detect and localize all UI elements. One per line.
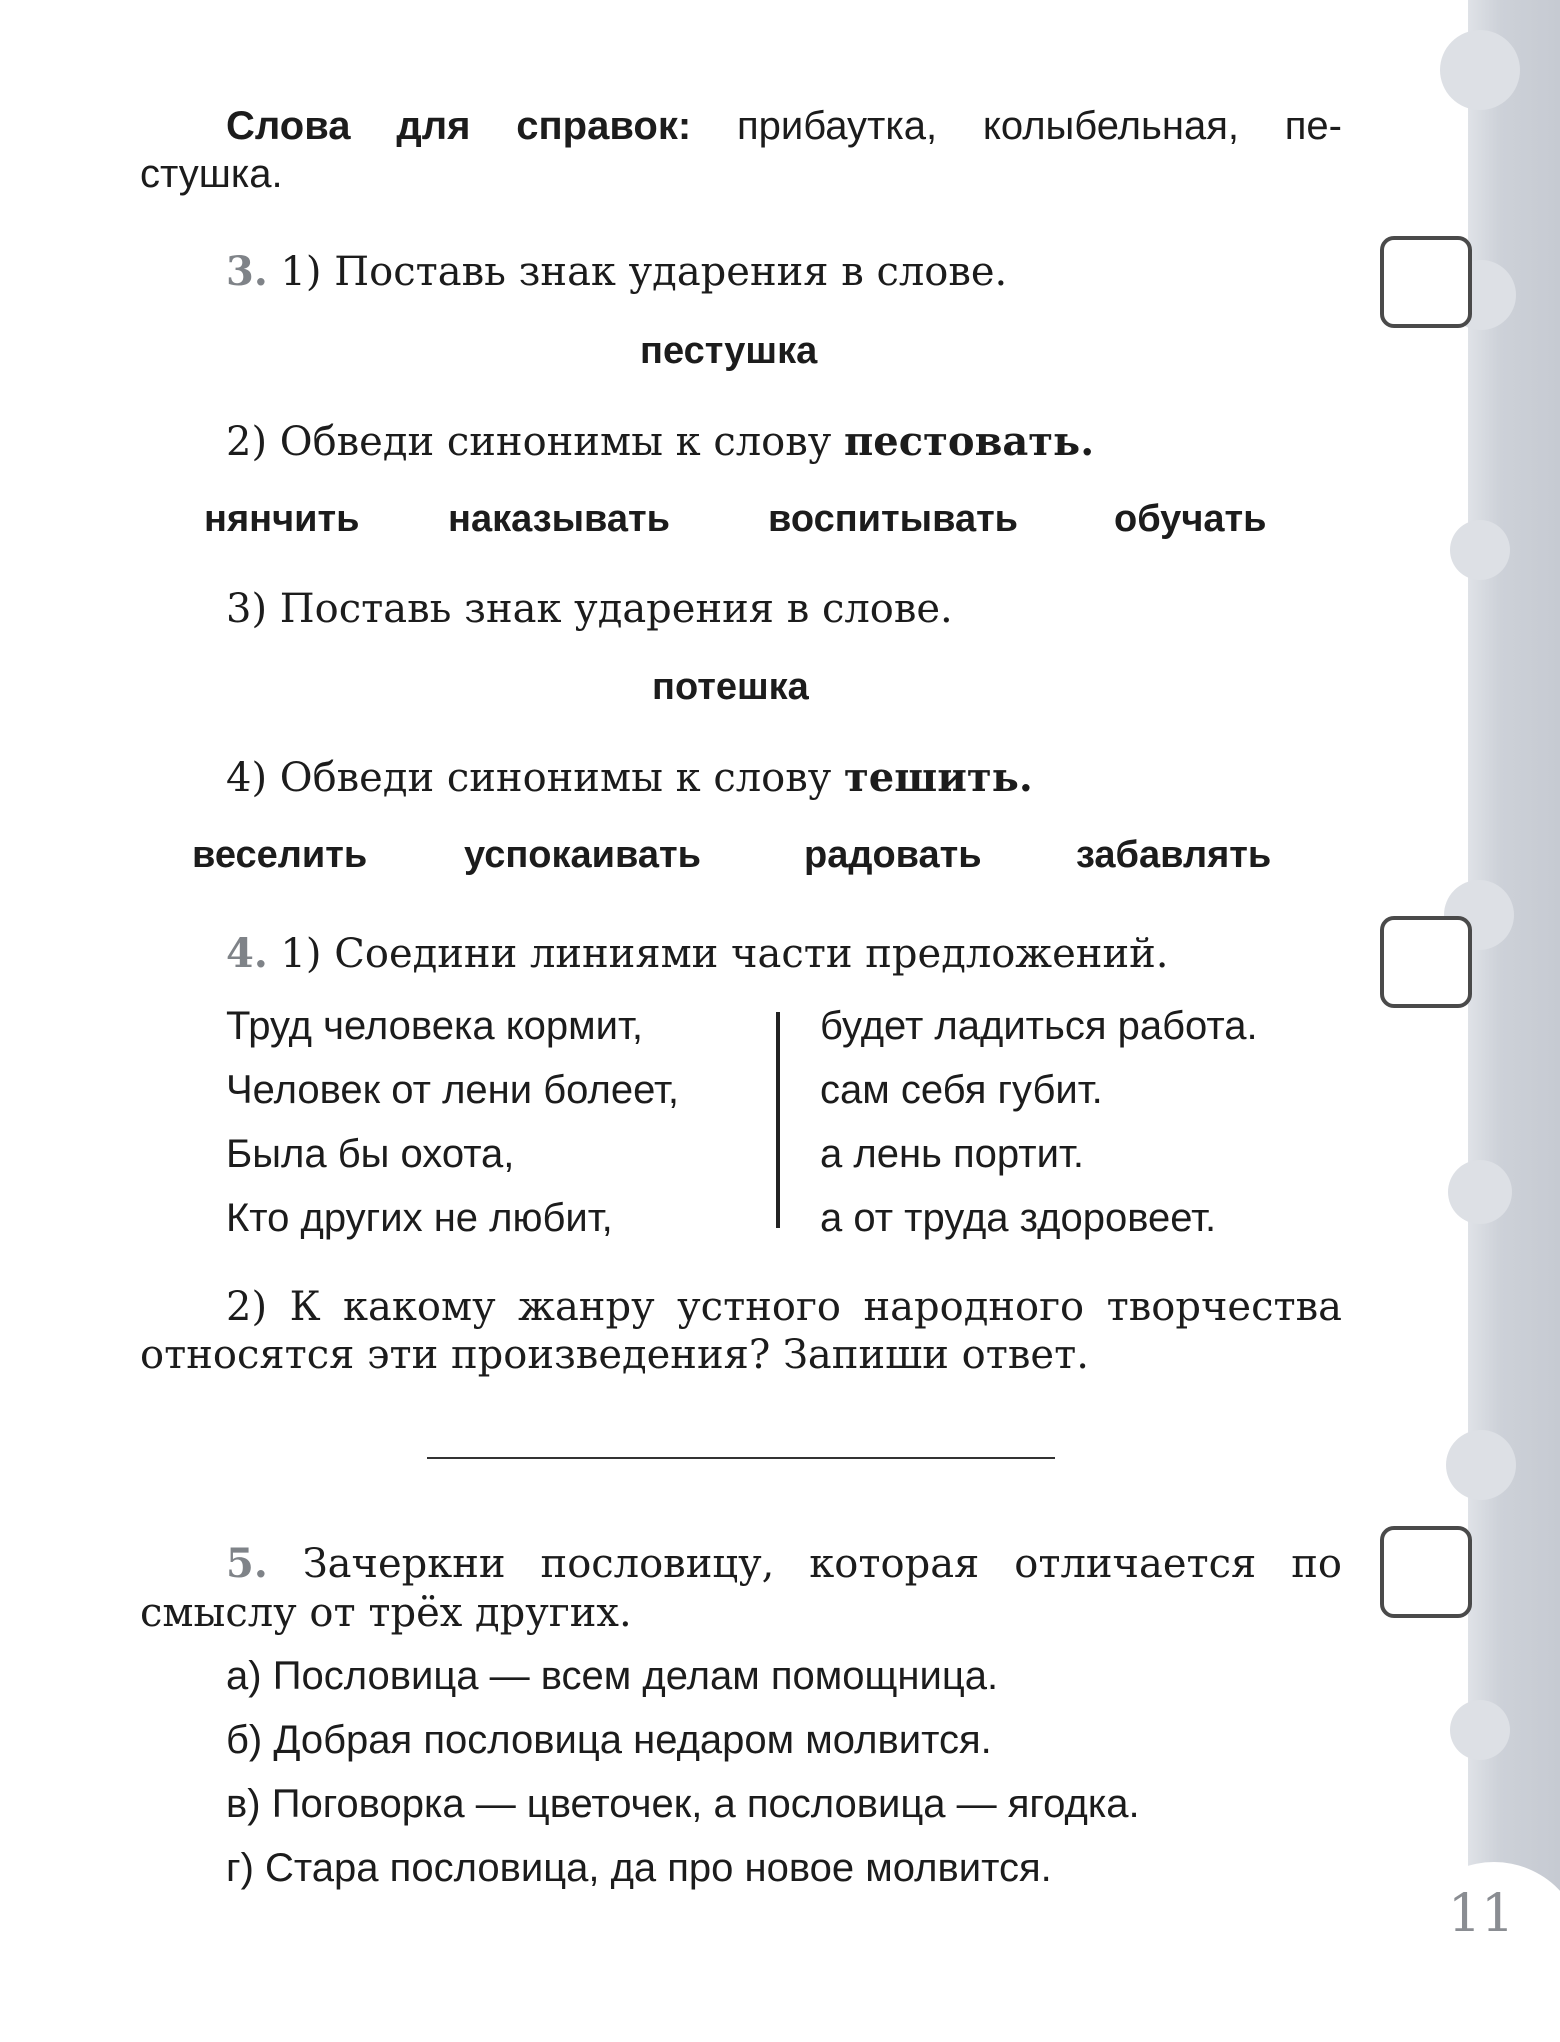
task3-q2-text: 2) Обведи синонимы к слову	[226, 419, 832, 465]
proverb-b[interactable]	[226, 1718, 992, 1763]
score-box-task-3[interactable]	[1380, 236, 1472, 328]
task3-question-4	[226, 754, 1033, 801]
band-bubble	[1450, 1700, 1510, 1760]
right-part-1[interactable]: будет ладиться работа.	[820, 1004, 1258, 1048]
task3-question-3: 3) Поставь знак ударения в слове.	[226, 586, 953, 632]
task4-question-1	[226, 930, 1168, 977]
option-zabavlyat[interactable]: забавлять	[1076, 834, 1272, 876]
option-nakazyvat[interactable]: наказывать	[448, 498, 671, 540]
band-bubble	[1446, 1430, 1516, 1500]
left-part-1[interactable]: Труд человека кормит,	[226, 1004, 643, 1048]
task3-q4-word: тешить.	[844, 754, 1033, 801]
left-part-2[interactable]: Человек от лени болеет,	[226, 1068, 679, 1112]
task3-word-poteshka[interactable]: потешка	[652, 666, 809, 708]
task4-question-2-line-2: относятся эти произведения? Запиши ответ.	[140, 1332, 1089, 1378]
task5-question-line-2: смыслу от трёх других.	[140, 1590, 632, 1636]
reference-line-1	[226, 104, 1342, 149]
band-bubble	[1448, 1160, 1512, 1224]
task3-number: 3.	[226, 248, 268, 295]
reference-line-2: стушка.	[140, 152, 283, 196]
right-part-4[interactable]: а от труда здоровеет.	[820, 1196, 1217, 1240]
reference-label: Слова для справок:	[226, 104, 692, 148]
score-box-task-4[interactable]	[1380, 916, 1472, 1008]
proverb-letter: г)	[226, 1846, 254, 1890]
task5-line1-text: Зачеркни пословицу, которая отличается по	[302, 1541, 1342, 1587]
option-veselit[interactable]: веселить	[192, 834, 368, 876]
left-part-3[interactable]: Была бы охота,	[226, 1132, 515, 1176]
proverb-text: Добрая пословица недаром молвится.	[273, 1718, 992, 1762]
right-part-2[interactable]: сам себя губит.	[820, 1068, 1103, 1112]
task5-question-line-1	[226, 1540, 1342, 1587]
band-bubble	[1450, 520, 1510, 580]
proverb-a[interactable]	[226, 1654, 998, 1699]
task3-question-1	[226, 248, 1007, 295]
proverb-v[interactable]	[226, 1782, 1140, 1827]
proverb-text: Поговорка — цветочек, а пословица — ягодка.	[271, 1782, 1140, 1826]
task3-word-pestushka[interactable]: пестушка	[640, 330, 818, 372]
score-box-task-5[interactable]	[1380, 1526, 1472, 1618]
option-vospityvat[interactable]: воспитывать	[768, 498, 1019, 540]
task4-question-2-line-1: 2) К какому жанру устного народного творчества	[226, 1284, 1342, 1330]
page-number: 11	[1448, 1884, 1515, 1944]
task3-q1-text: 1) Поставь знак ударения в слове.	[280, 249, 1008, 295]
proverb-text: Пословица — всем делам помощница.	[272, 1654, 999, 1698]
proverb-letter: б)	[226, 1718, 263, 1762]
reference-words: прибаутка, колыбельная, пе-	[737, 104, 1342, 148]
task3-question-2	[226, 418, 1094, 465]
task5-number: 5.	[226, 1540, 268, 1587]
task3-q2-word: пестовать.	[844, 418, 1095, 465]
task3-q4-text: 4) Обведи синонимы к слову	[226, 755, 832, 801]
option-nyanchit[interactable]: нянчить	[204, 498, 360, 540]
option-obuchat[interactable]: обучать	[1114, 498, 1267, 540]
option-uspokaivat[interactable]: успокаивать	[464, 834, 701, 876]
right-part-3[interactable]: а лень портит.	[820, 1132, 1084, 1176]
proverb-g[interactable]	[226, 1846, 1052, 1891]
answer-input-line[interactable]	[427, 1457, 1055, 1459]
column-divider	[776, 1012, 780, 1228]
band-bubble	[1440, 30, 1520, 110]
option-radovat[interactable]: радовать	[804, 834, 982, 876]
task4-q1-text: 1) Соедини линиями части предложений.	[280, 931, 1169, 977]
proverb-text: Стара пословица, да про новое молвится.	[265, 1846, 1052, 1890]
proverb-letter: в)	[226, 1782, 261, 1826]
proverb-letter: а)	[226, 1654, 262, 1698]
left-part-4[interactable]: Кто других не любит,	[226, 1196, 613, 1240]
task4-number: 4.	[226, 930, 268, 977]
